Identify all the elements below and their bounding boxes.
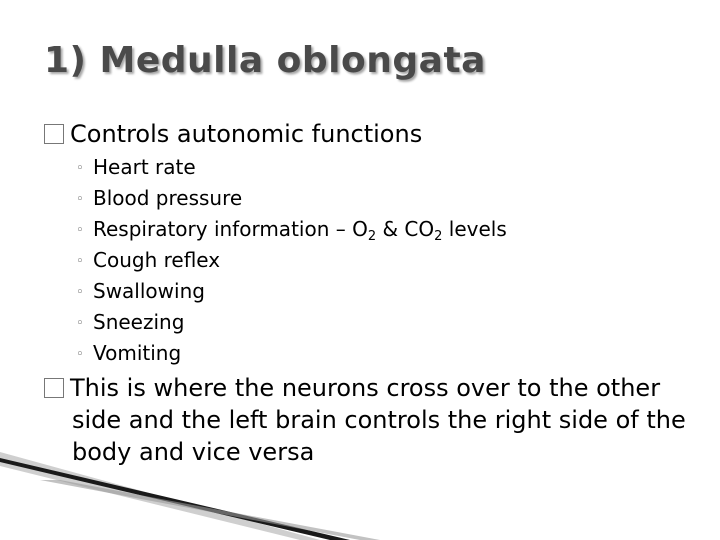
slide-title: 1) Medulla oblongata — [44, 40, 486, 81]
box-bullet-icon — [44, 378, 64, 398]
list-item: ◦ Sneezing — [76, 309, 507, 340]
decorative-swoosh — [0, 440, 720, 540]
list-item: ◦ Respiratory information – $O_2$ & $CO_2$ levels — [76, 217, 507, 244]
bullet-text: Controls autonomic functions — [70, 120, 423, 148]
list-item: ◦ Blood pressure — [76, 185, 507, 216]
ring-bullet-icon: ◦ — [76, 285, 84, 300]
ring-bullet-icon: ◦ — [76, 192, 84, 207]
autonomic-functions-list — [76, 154, 507, 371]
list-item: ◦ Cough reflex — [76, 247, 507, 278]
list-item: ◦ Heart rate — [76, 154, 507, 185]
ring-bullet-icon: ◦ — [76, 161, 84, 176]
list-item: ◦ Vomiting — [76, 340, 507, 371]
ring-bullet-icon: ◦ — [76, 316, 84, 331]
bullet-autonomic-functions — [44, 120, 422, 148]
ring-bullet-icon: ◦ — [76, 347, 84, 362]
ring-bullet-icon: ◦ — [76, 254, 84, 269]
list-item: ◦ Swallowing — [76, 278, 507, 309]
bullet-text: This is where the neurons cross over to the other side and the left brain controls the right side of the body and vice versa — [70, 374, 686, 466]
ring-bullet-icon: ◦ — [76, 223, 84, 238]
swoosh-mid-band — [40, 480, 380, 540]
box-bullet-icon — [44, 124, 64, 144]
